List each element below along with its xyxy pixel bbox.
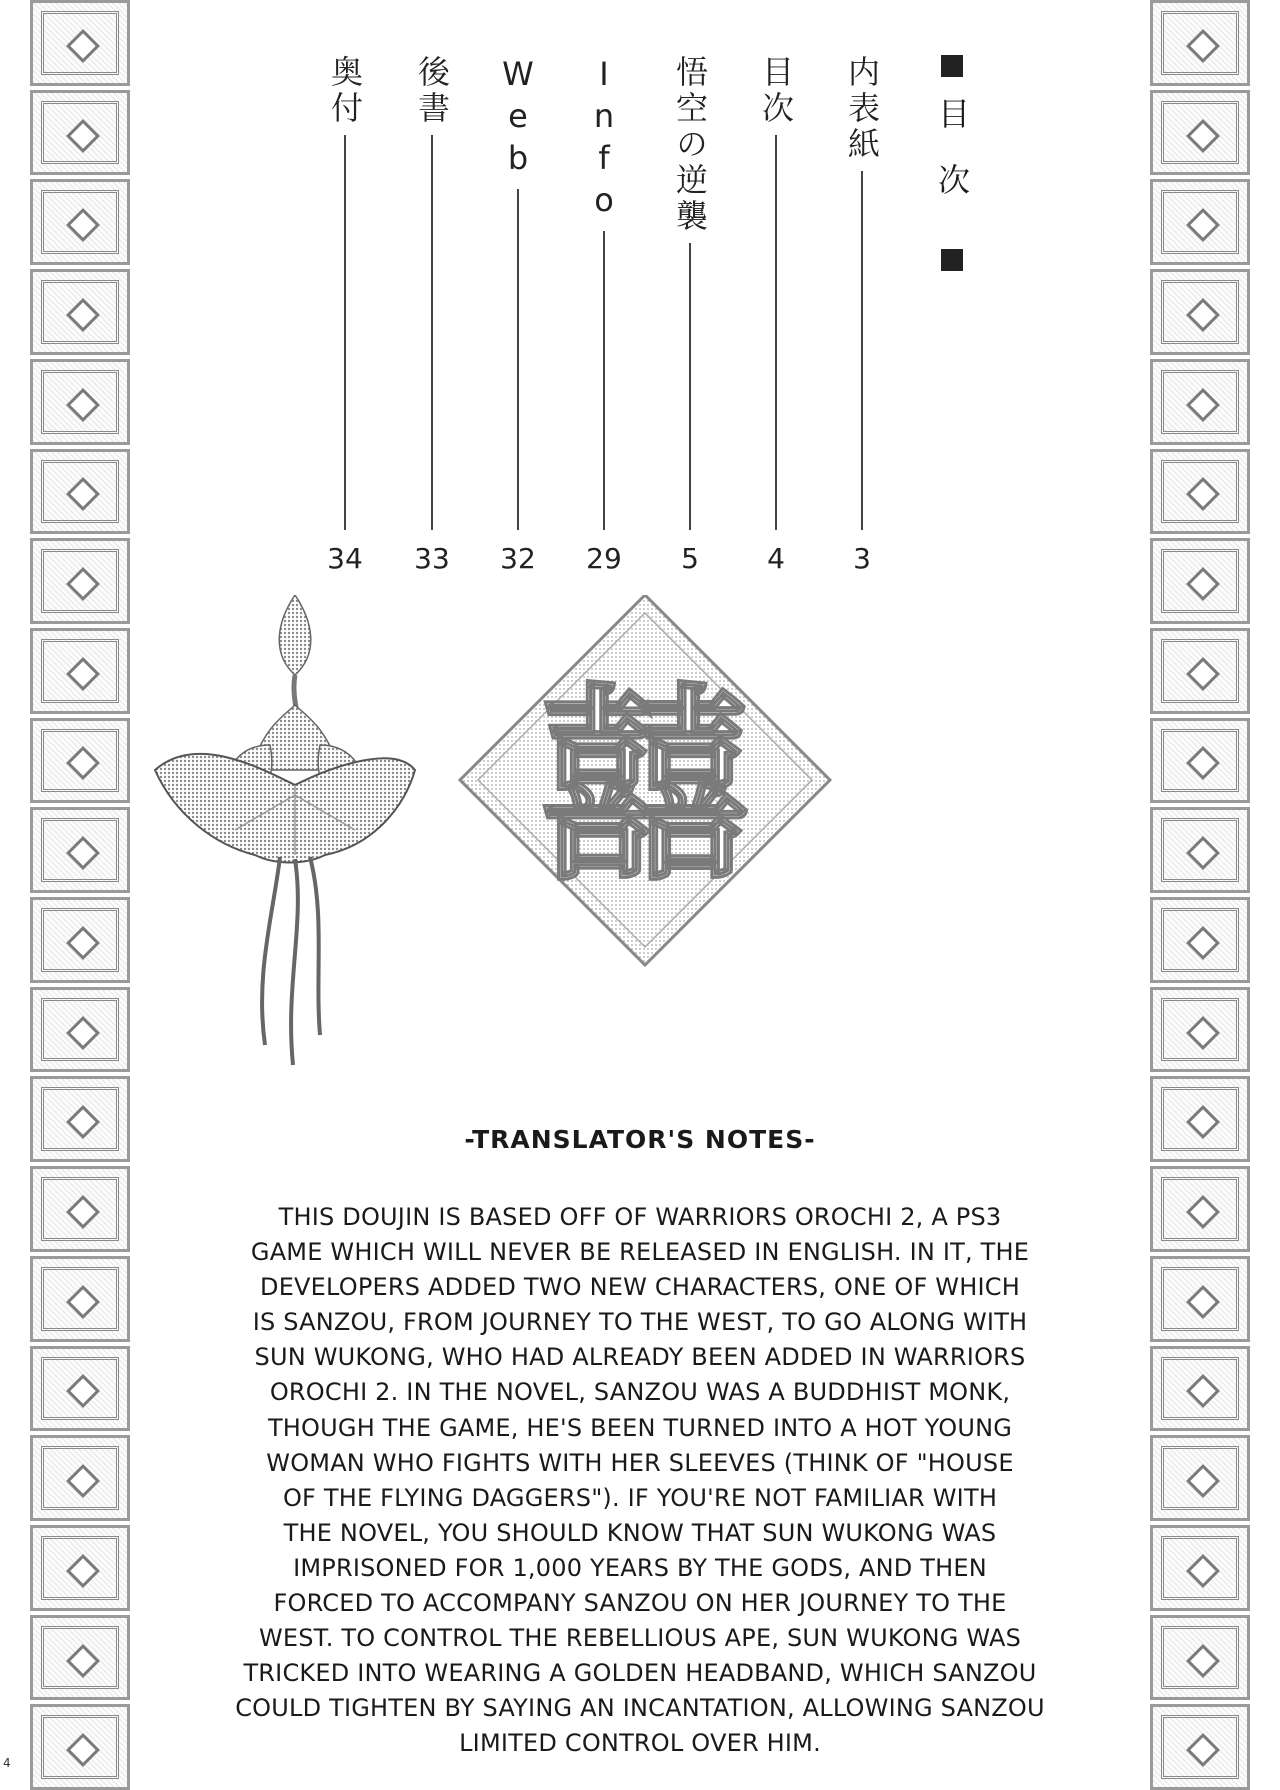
lattice-tile	[30, 1166, 130, 1252]
lattice-tile	[1150, 538, 1250, 624]
toc-leader-line	[344, 135, 346, 530]
notes-title: -TRANSLATOR'S NOTES-	[464, 1125, 816, 1154]
notes-line: FORCED TO ACCOMPANY SANZOU ON HER JOURNEY TO THE	[273, 1589, 1007, 1618]
toc-entry	[410, 55, 454, 530]
toc-page-number: 5	[681, 542, 699, 575]
notes-line: WOMAN WHO FIGHTS WITH HER SLEEVES (THINK OF "HOUSE	[266, 1448, 1014, 1477]
toc-entry-label: 悟空の逆襲	[671, 55, 709, 235]
toc-entry-label: 奥付	[326, 55, 364, 127]
toc-entry-label: 後書	[413, 55, 451, 127]
notes-line: OF THE FLYING DAGGERS"). IF YOU'RE NOT FAMILIAR WITH	[282, 1483, 998, 1512]
lattice-tile	[1150, 1704, 1250, 1790]
lattice-tile	[1150, 1525, 1250, 1611]
notes-line: THIS DOUJIN IS BASED OFF OF WARRIORS OROCHI 2, A PS3	[278, 1203, 1002, 1231]
toc-page-number: 33	[414, 542, 450, 575]
lattice-tile	[30, 538, 130, 624]
toc-entry-label: Info	[585, 55, 623, 223]
notes-line: TRICKED INTO WEARING A GOLDEN HEADBAND, WHICH SANZOU	[243, 1659, 1037, 1688]
toc-entry	[496, 55, 540, 530]
notes-line: DEVELOPERS ADDED TWO NEW CHARACTERS, ONE OF WHICH	[260, 1273, 1020, 1302]
square-bullet-icon	[941, 249, 963, 271]
lattice-tile	[30, 90, 130, 176]
lattice-tile	[30, 807, 130, 893]
toc-page-number: 34	[327, 542, 363, 575]
toc-entry-label: 内表紙	[843, 55, 881, 163]
toc-leader-line	[775, 135, 777, 530]
toc-entry-label: 目次	[757, 55, 795, 127]
lattice-tile	[30, 0, 130, 86]
left-lattice-border	[30, 0, 130, 1790]
notes-line: SUN WUKONG, WHO HAD ALREADY BEEN ADDED IN WARRIORS	[254, 1343, 1026, 1372]
lattice-tile	[30, 1704, 130, 1790]
notes-line: IS SANZOU, FROM JOURNEY TO THE WEST, TO GO ALONG WITH	[252, 1308, 1028, 1337]
lattice-tile	[1150, 90, 1250, 176]
lattice-tile	[1150, 718, 1250, 804]
toc-entry-label: Web	[499, 55, 537, 181]
lattice-tile	[30, 1615, 130, 1701]
lattice-tile	[1150, 628, 1250, 714]
lattice-tile	[1150, 1166, 1250, 1252]
toc-page-number: 3	[853, 542, 871, 575]
notes-line: COULD TIGHTEN BY SAYING AN INCANTATION, ALLOWING SANZOU	[235, 1694, 1045, 1723]
lattice-tile	[30, 1256, 130, 1342]
toc-page-number: 32	[500, 542, 536, 575]
lattice-tile	[1150, 359, 1250, 445]
lattice-tile	[30, 1525, 130, 1611]
toc-entry	[323, 55, 367, 530]
lattice-tile	[1150, 449, 1250, 535]
lotus-left-icon	[155, 595, 415, 1065]
square-bullet-icon	[941, 55, 963, 77]
lattice-tile	[30, 359, 130, 445]
notes-line: OROCHI 2. IN THE NOVEL, SANZOU WAS A BUDDHIST MONK,	[269, 1378, 1011, 1407]
lattice-tile	[1150, 897, 1250, 983]
lattice-tile	[1150, 0, 1250, 86]
notes-line: THOUGH THE GAME, HE'S BEEN TURNED INTO A HOT YOUNG	[267, 1413, 1013, 1442]
toc-page-number: 4	[767, 542, 785, 575]
lattice-tile	[30, 718, 130, 804]
toc-heading-text: 目次	[933, 97, 971, 229]
toc-leader-line	[431, 135, 433, 530]
lattice-tile	[1150, 179, 1250, 265]
lattice-tile	[30, 449, 130, 535]
lotus-emblem-artwork	[150, 595, 1140, 1085]
lattice-tile	[1150, 807, 1250, 893]
toc-entry	[582, 55, 626, 530]
page-number: 4	[3, 1756, 11, 1770]
notes-line: LIMITED CONTROL OVER HIM.	[459, 1729, 821, 1758]
toc-leader-line	[689, 243, 691, 530]
toc-leader-line	[861, 171, 863, 530]
lattice-tile	[1150, 1615, 1250, 1701]
toc-entry	[840, 55, 884, 530]
notes-line: WEST. TO CONTROL THE REBELLIOUS APE, SUN WUKONG WAS	[258, 1624, 1022, 1653]
toc-leader-line	[517, 189, 519, 530]
double-happiness-glyph: 囍	[539, 665, 751, 910]
right-lattice-border	[1150, 0, 1250, 1790]
notes-body	[160, 1200, 1120, 1762]
lattice-tile	[1150, 1346, 1250, 1432]
lattice-tile	[30, 987, 130, 1073]
toc-entry	[754, 55, 798, 530]
lattice-tile	[1150, 987, 1250, 1073]
notes-line: GAME WHICH WILL NEVER BE RELEASED IN ENGLISH. IN IT, THE	[250, 1238, 1030, 1267]
lattice-tile	[30, 269, 130, 355]
lattice-tile	[30, 628, 130, 714]
lattice-tile	[30, 1435, 130, 1521]
notes-line: IMPRISONED FOR 1,000 YEARS BY THE GODS, AND THEN	[293, 1553, 987, 1582]
lattice-tile	[30, 897, 130, 983]
lattice-tile	[30, 179, 130, 265]
toc-heading	[930, 55, 974, 271]
notes-line: THE NOVEL, YOU SHOULD KNOW THAT SUN WUKONG WAS	[283, 1518, 997, 1547]
toc-page-number: 29	[586, 542, 622, 575]
lattice-tile	[1150, 1256, 1250, 1342]
lattice-tile	[30, 1346, 130, 1432]
lattice-tile	[1150, 1435, 1250, 1521]
toc-entry	[668, 55, 712, 530]
toc-leader-line	[603, 231, 605, 530]
lattice-tile	[1150, 269, 1250, 355]
